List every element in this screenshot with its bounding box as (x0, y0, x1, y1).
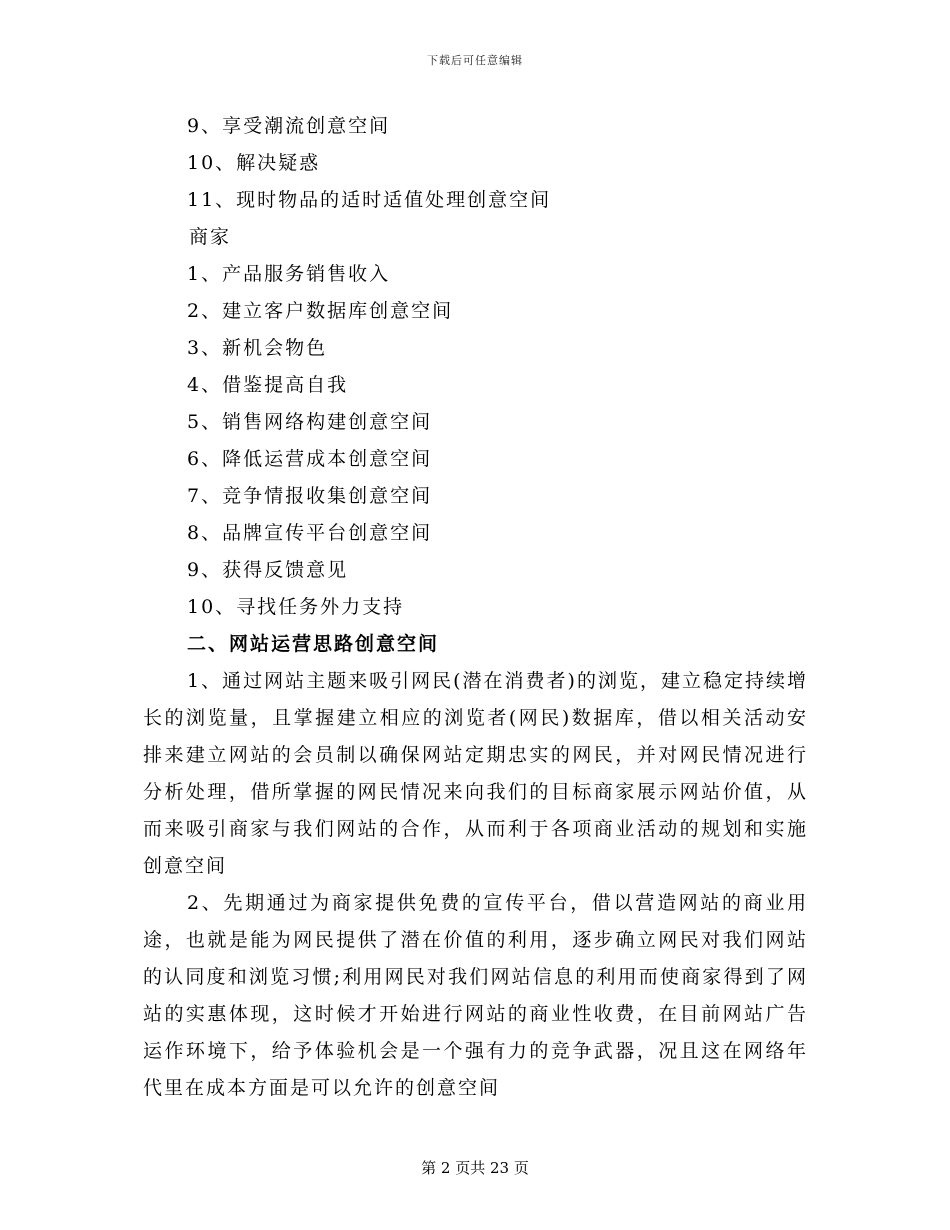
document-body (143, 108, 808, 1107)
list-item: 11、现时物品的适时适值处理创意空间 (187, 189, 552, 211)
list-item: 7、竞争情报收集创意空间 (187, 485, 433, 507)
page-footer: 第 2 页共 23 页 (421, 1159, 529, 1177)
paragraph: 1、通过网站主题来吸引网民(潜在消费者)的浏览，建立稳定持续增长的浏览量，且掌握建立相应的浏览者(网民)数据库，借以相关活动安排来建立网站的会员制以确保网站定期忠实的网民，并对网民情况进行分析处理，借所掌握的网民情况来向我们的目标商家展示网站价值，从而来吸引商家与我们网站的合作，从而利于各项商业活动的规划和实施创意空间 (143, 670, 808, 877)
paragraph: 2、先期通过为商家提供免费的宣传平台，借以营造网站的商业用途，也就是能为网民提供了潜在价值的利用，逐步确立网民对我们网站的认同度和浏览习惯;利用网民对我们网站信息的利用而使商家得到了网站的实惠体现，这时候才开始进行网站的商业性收费，在目前网站广告运作环境下，给予体验机会是一个强有力的竞争武器，况且这在网络年代里在成本方面是可以允许的创意空间 (143, 892, 808, 1099)
list-item: 9、获得反馈意见 (187, 559, 349, 581)
page-header: 下载后可任意编辑 (427, 54, 523, 67)
list-item: 8、品牌宣传平台创意空间 (187, 522, 433, 544)
list-item: 10、解决疑惑 (187, 152, 321, 174)
list-item: 2、建立客户数据库创意空间 (187, 300, 454, 322)
section-heading: 二、网站运营思路创意空间 (187, 633, 440, 655)
list-item: 10、寻找任务外力支持 (187, 596, 405, 618)
list-item: 5、销售网络构建创意空间 (187, 411, 433, 433)
list-item: 3、新机会物色 (187, 337, 328, 359)
list-item: 4、借鉴提高自我 (187, 374, 349, 396)
list-item: 6、降低运营成本创意空间 (187, 448, 433, 470)
list-item: 1、产品服务销售收入 (187, 263, 391, 285)
merchant-subtitle: 商家 (189, 226, 232, 248)
list-item: 9、享受潮流创意空间 (187, 115, 391, 137)
